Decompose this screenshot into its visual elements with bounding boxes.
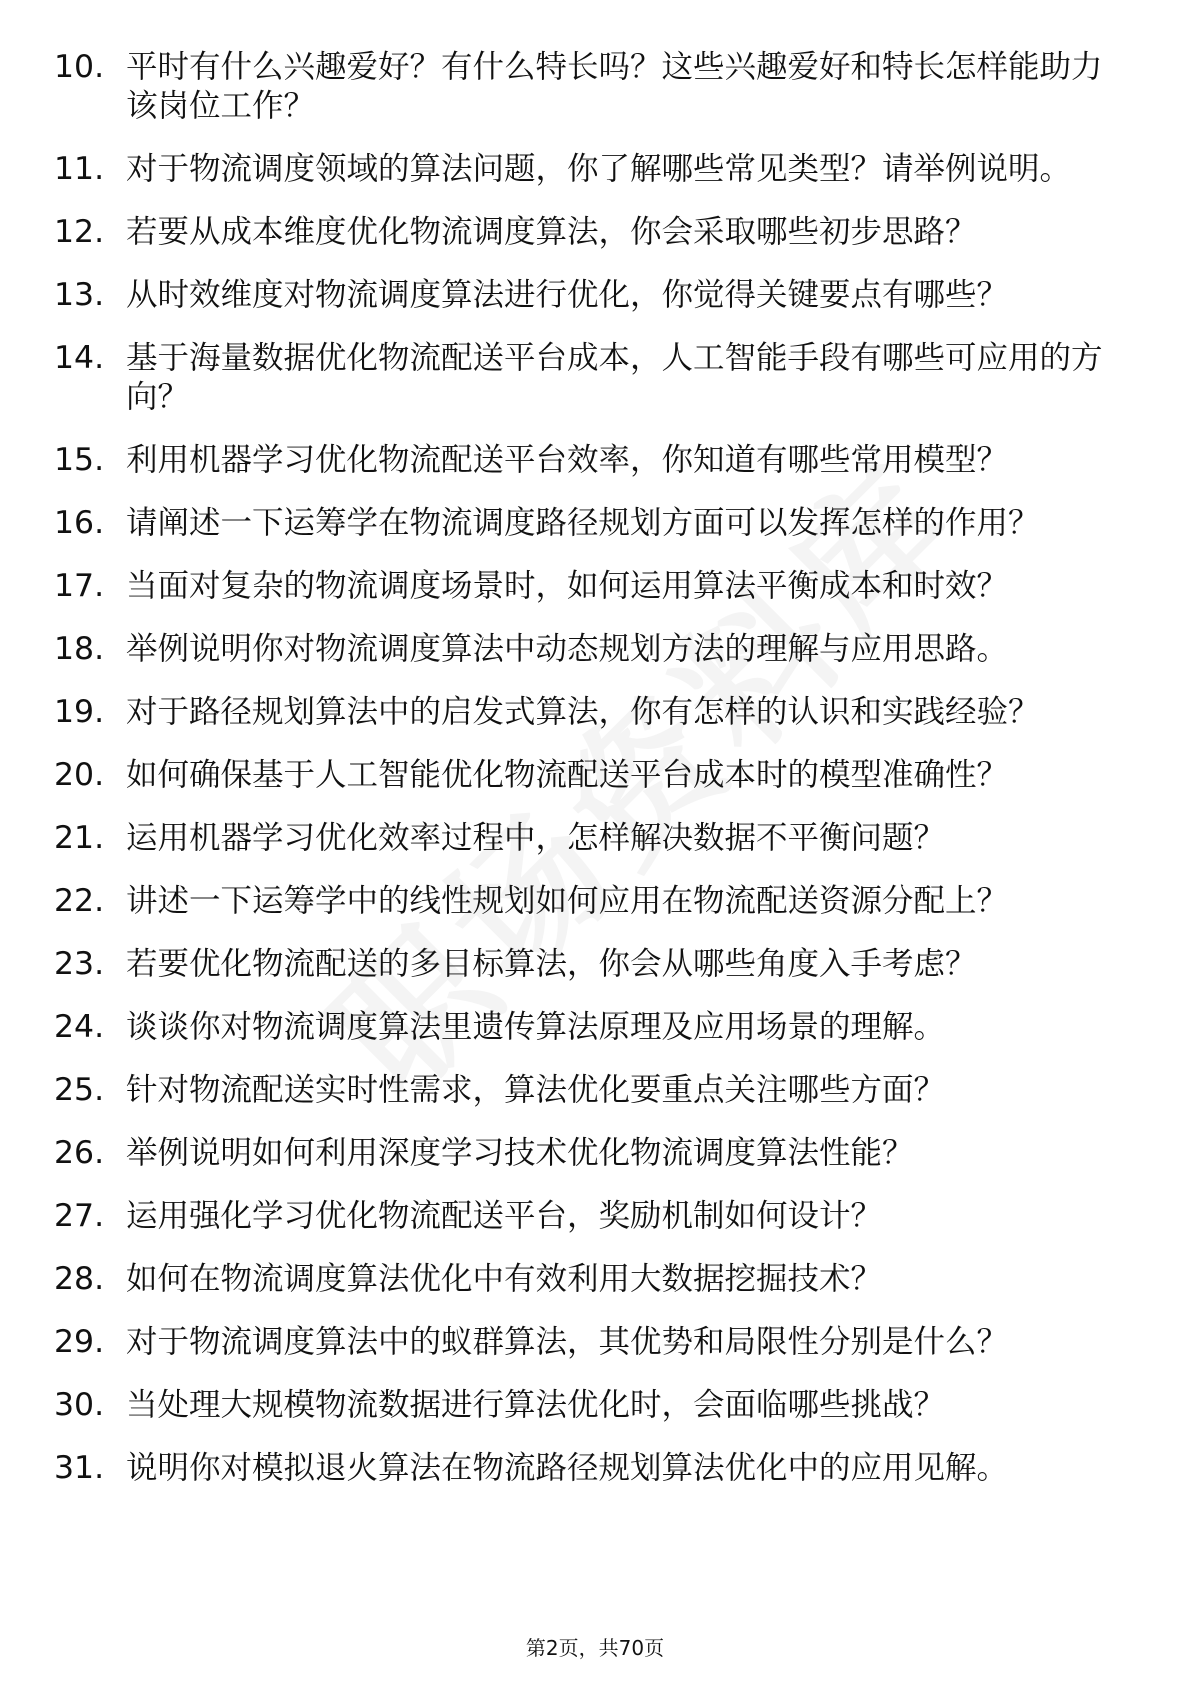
question-text: 如何确保基于人工智能优化物流配送平台成本时的模型准确性？: [126, 757, 1009, 793]
question-number: 20.: [54, 757, 105, 793]
question-number: 10.: [54, 49, 105, 85]
question-text: 当处理大规模物流数据进行算法优化时，会面临哪些挑战？: [126, 1387, 946, 1423]
question-number: 22.: [54, 883, 105, 919]
list-item: [0, 276, 1190, 315]
question-text: 对于物流调度领域的算法问题，你了解哪些常见类型？请举例说明。: [126, 151, 1072, 187]
list-item: [0, 882, 1190, 921]
question-text: 若要从成本维度优化物流调度算法，你会采取哪些初步思路？: [126, 214, 977, 250]
question-text: 运用机器学习优化效率过程中，怎样解决数据不平衡问题？: [126, 820, 946, 856]
question-text: 对于物流调度算法中的蚁群算法，其优势和局限性分别是什么？: [126, 1324, 1009, 1360]
list-item: [0, 339, 1190, 417]
question-number: 12.: [54, 214, 105, 250]
question-number: 23.: [54, 946, 105, 982]
question-number: 11.: [54, 151, 105, 187]
question-text: 从时效维度对物流调度算法进行优化，你觉得关键要点有哪些？: [126, 277, 1009, 313]
question-text: 对于路径规划算法中的启发式算法，你有怎样的认识和实践经验？: [126, 694, 1040, 730]
list-item: [0, 630, 1190, 669]
list-item: [0, 756, 1190, 795]
question-text: 谈谈你对物流调度算法里遗传算法原理及应用场景的理解。: [126, 1009, 946, 1045]
question-number: 29.: [54, 1324, 105, 1360]
question-number: 25.: [54, 1072, 105, 1108]
question-text: 举例说明你对物流调度算法中动态规划方法的理解与应用思路。: [126, 631, 1009, 667]
list-item: [0, 567, 1190, 606]
question-text: 利用机器学习优化物流配送平台效率，你知道有哪些常用模型？: [126, 442, 1009, 478]
question-number: 28.: [54, 1261, 105, 1297]
question-number: 21.: [54, 820, 105, 856]
question-number: 15.: [54, 442, 105, 478]
list-item: [0, 1323, 1190, 1362]
list-item: [0, 1197, 1190, 1236]
question-number: 27.: [54, 1198, 105, 1234]
question-number: 13.: [54, 277, 105, 313]
list-item: [0, 693, 1190, 732]
question-text: 针对物流配送实时性需求，算法优化要重点关注哪些方面？: [126, 1072, 946, 1108]
list-item: [0, 213, 1190, 252]
list-item: [0, 1008, 1190, 1047]
question-number: 18.: [54, 631, 105, 667]
list-item: [0, 1386, 1190, 1425]
question-number: 31.: [54, 1450, 105, 1486]
list-item: [0, 48, 1190, 126]
list-item: [0, 1071, 1190, 1110]
list-item: [0, 1134, 1190, 1173]
question-number: 24.: [54, 1009, 105, 1045]
question-text: 当面对复杂的物流调度场景时，如何运用算法平衡成本和时效？: [126, 568, 1009, 604]
question-number: 17.: [54, 568, 105, 604]
question-text: 若要优化物流配送的多目标算法，你会从哪些角度入手考虑？: [126, 946, 977, 982]
question-text: 说明你对模拟退火算法在物流路径规划算法优化中的应用见解。: [126, 1450, 1009, 1486]
list-item: [0, 441, 1190, 480]
question-text: 运用强化学习优化物流配送平台，奖励机制如何设计？: [126, 1198, 883, 1234]
question-text: 平时有什么兴趣爱好？有什么特长吗？这些兴趣爱好和特长怎样能助力该岗位工作？: [126, 49, 1103, 124]
question-number: 26.: [54, 1135, 105, 1171]
question-text: 举例说明如何利用深度学习技术优化物流调度算法性能？: [126, 1135, 914, 1171]
question-number: 30.: [54, 1387, 105, 1423]
question-text: 如何在物流调度算法优化中有效利用大数据挖掘技术？: [126, 1261, 883, 1297]
question-number: 16.: [54, 505, 105, 541]
list-item: [0, 819, 1190, 858]
list-item: [0, 1260, 1190, 1299]
page-number: 第2页，共70页: [525, 1636, 665, 1660]
question-number: 19.: [54, 694, 105, 730]
list-item: [0, 504, 1190, 543]
question-text: 讲述一下运筹学中的线性规划如何应用在物流配送资源分配上？: [126, 883, 1009, 919]
list-item: [0, 150, 1190, 189]
list-item: [0, 1449, 1190, 1488]
question-text: 基于海量数据优化物流配送平台成本，人工智能手段有哪些可应用的方向？: [126, 340, 1103, 415]
question-text: 请阐述一下运筹学在物流调度路径规划方面可以发挥怎样的作用？: [126, 505, 1040, 541]
question-number: 14.: [54, 340, 105, 376]
list-item: [0, 945, 1190, 984]
question-list: [0, 48, 1190, 1512]
